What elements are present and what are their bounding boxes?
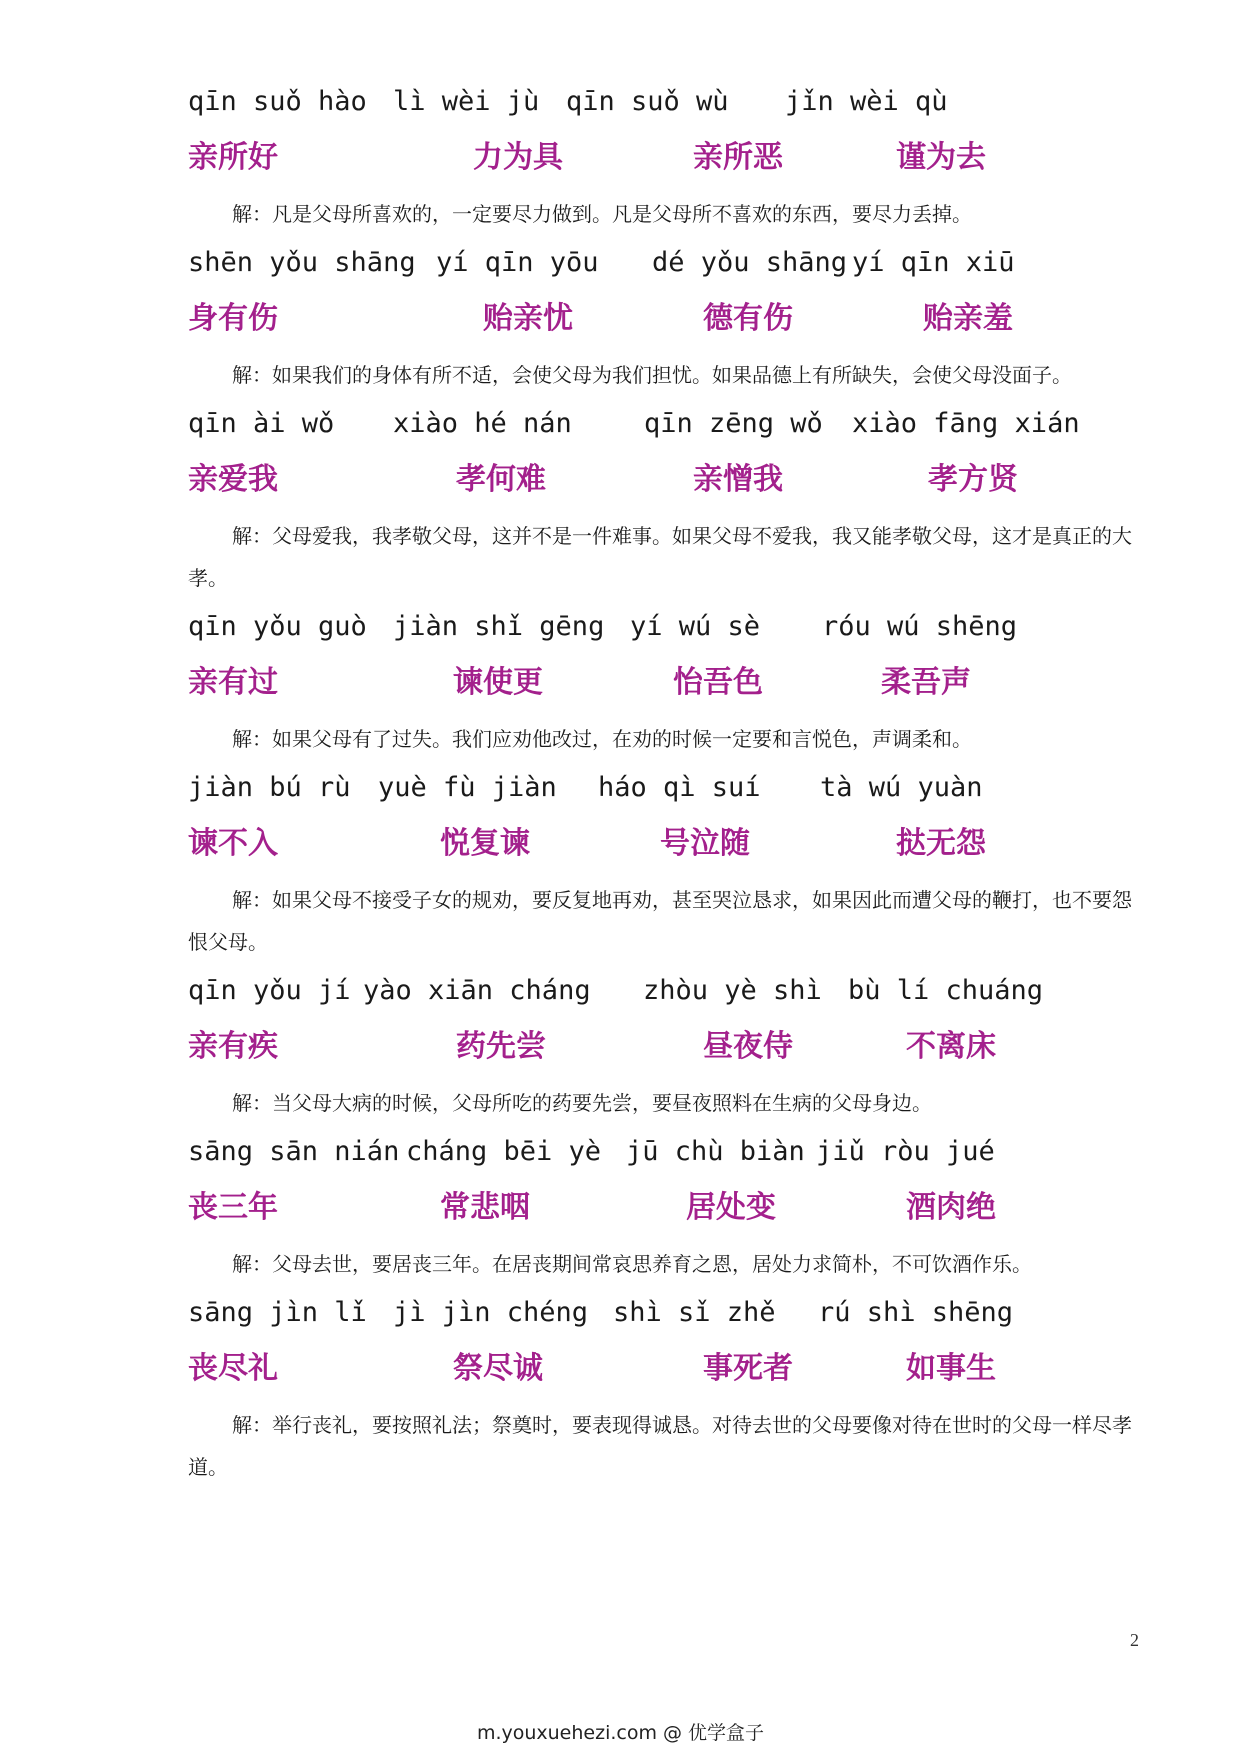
- pinyin-phrase: tà wú yuàn: [820, 772, 983, 803]
- pinyin-phrase: sāng sān nián: [188, 1136, 400, 1167]
- footer-watermark: m.youxuehezi.com @ 优学盒子: [476, 1722, 765, 1744]
- pinyin-phrase: jiàn bú rù: [188, 772, 351, 803]
- pinyin-phrase: jiǔ ròu jué: [816, 1136, 995, 1167]
- pinyin-phrase: qīn suǒ hào: [188, 86, 367, 117]
- explanation: 解：父母爱我，我孝敬父母，这并不是一件难事。如果父母不爱我，我又能孝敬父母，这才是真正的大孝。: [188, 524, 1132, 590]
- hanzi-phrase: 贻亲忧: [483, 301, 573, 336]
- hanzi-phrase: 亲有过: [188, 665, 278, 700]
- hanzi-phrase: 丧三年: [188, 1190, 278, 1225]
- explanation: 解：父母去世，要居丧三年。在居丧期间常哀思养育之恩，居处力求简朴，不可饮酒作乐。: [232, 1252, 1032, 1276]
- explanation: 解：当父母大病的时候，父母所吃的药要先尝，要昼夜照料在生病的父母身边。: [232, 1091, 932, 1115]
- pinyin-line: [188, 243, 1015, 283]
- pinyin-phrase: xiào hé nán: [393, 408, 572, 439]
- hanzi-phrase: 孝方贤: [928, 462, 1018, 497]
- pinyin-phrase: cháng bēi yè: [406, 1136, 602, 1167]
- pinyin-phrase: jǐn wèi qù: [785, 86, 948, 117]
- pinyin-phrase: qīn suǒ wù: [566, 86, 729, 117]
- pinyin-line: [188, 82, 948, 122]
- pinyin-phrase: qīn yǒu guò: [188, 611, 367, 642]
- pinyin-line: [188, 607, 1018, 647]
- pinyin-phrase: qīn ài wǒ: [188, 408, 335, 439]
- pinyin-phrase: qīn yǒu jí: [188, 975, 351, 1006]
- explanation: 解：如果我们的身体有所不适，会使父母为我们担忧。如果品德上有所缺失，会使父母没面子。: [232, 363, 1072, 387]
- explanation: 解：凡是父母所喜欢的，一定要尽力做到。凡是父母所不喜欢的东西，要尽力丢掉。: [232, 202, 972, 226]
- hanzi-phrase: 号泣随: [660, 826, 750, 861]
- hanzi-phrase: 谏使更: [453, 665, 543, 700]
- page-number: 2: [1130, 1630, 1139, 1650]
- pinyin-phrase: yí qīn xiū: [852, 247, 1015, 278]
- pinyin-line: [188, 1293, 1014, 1333]
- hanzi-phrase: 力为具: [473, 140, 563, 175]
- pinyin-phrase: shēn yǒu shāng: [188, 247, 416, 278]
- hanzi-phrase: 贻亲羞: [923, 301, 1013, 336]
- pinyin-phrase: shì sǐ zhě: [613, 1297, 776, 1328]
- hanzi-phrase: 谨为去: [896, 140, 986, 175]
- hanzi-phrase: 亲憎我: [693, 462, 783, 497]
- pinyin-phrase: lì wèi jù: [393, 86, 540, 117]
- hanzi-phrase: 居处变: [686, 1190, 776, 1225]
- hanzi-phrase: 孝何难: [456, 462, 546, 497]
- explanation: 解：举行丧礼，要按照礼法；祭奠时，要表现得诚恳。对待去世的父母要像对待在世时的父母一样尽孝道。: [188, 1413, 1132, 1479]
- hanzi-phrase: 身有伤: [188, 301, 278, 336]
- hanzi-phrase: 丧尽礼: [188, 1351, 278, 1386]
- hanzi-phrase: 昼夜侍: [703, 1029, 793, 1064]
- pinyin-line: [188, 768, 983, 808]
- pinyin-line: [188, 971, 1044, 1011]
- hanzi-phrase: 挞无怨: [896, 826, 986, 861]
- hanzi-phrase: 常悲咽: [440, 1190, 530, 1225]
- hanzi-phrase: 事死者: [703, 1351, 793, 1386]
- pinyin-line: [188, 1132, 995, 1172]
- pinyin-phrase: zhòu yè shì: [643, 975, 822, 1006]
- hanzi-phrase: 亲爱我: [188, 462, 278, 497]
- explanation: 解：如果父母有了过失。我们应劝他改过，在劝的时候一定要和言悦色，声调柔和。: [232, 727, 972, 751]
- pinyin-phrase: róu wú shēng: [822, 611, 1018, 642]
- hanzi-phrase: 悦复谏: [440, 826, 530, 861]
- hanzi-phrase: 亲所恶: [693, 140, 783, 175]
- hanzi-phrase: 亲有疾: [188, 1029, 278, 1064]
- pinyin-phrase: háo qì suí: [598, 772, 761, 803]
- pinyin-phrase: jū chù biàn: [626, 1136, 805, 1167]
- pinyin-phrase: dé yǒu shāng: [652, 247, 848, 278]
- hanzi-phrase: 德有伤: [703, 301, 793, 336]
- hanzi-phrase: 怡吾色: [673, 665, 763, 700]
- pinyin-phrase: jiàn shǐ gēng: [393, 611, 605, 642]
- hanzi-phrase: 谏不入: [188, 826, 278, 861]
- hanzi-phrase: 不离床: [906, 1029, 996, 1064]
- pinyin-phrase: yí qīn yōu: [436, 247, 599, 278]
- pinyin-phrase: jì jìn chéng: [393, 1297, 589, 1328]
- hanzi-phrase: 亲所好: [188, 140, 278, 175]
- pinyin-phrase: qīn zēng wǒ: [644, 408, 823, 439]
- explanation: 解：如果父母不接受子女的规劝，要反复地再劝，甚至哭泣恳求，如果因此而遭父母的鞭打，也不要怨恨父母。: [188, 888, 1132, 954]
- pinyin-phrase: yào xiān cháng: [363, 975, 591, 1006]
- hanzi-phrase: 药先尝: [456, 1029, 546, 1064]
- pinyin-phrase: rú shì shēng: [818, 1297, 1014, 1328]
- pinyin-phrase: yuè fù jiàn: [378, 772, 557, 803]
- hanzi-phrase: 祭尽诚: [453, 1351, 543, 1386]
- pinyin-phrase: xiào fāng xián: [852, 408, 1080, 439]
- pinyin-phrase: bù lí chuáng: [848, 975, 1044, 1006]
- hanzi-phrase: 酒肉绝: [906, 1190, 996, 1225]
- pinyin-phrase: yí wú sè: [630, 611, 761, 642]
- hanzi-phrase: 柔吾声: [881, 665, 971, 700]
- pinyin-line: [188, 404, 1080, 444]
- pinyin-phrase: sāng jìn lǐ: [188, 1297, 367, 1328]
- hanzi-phrase: 如事生: [906, 1351, 996, 1386]
